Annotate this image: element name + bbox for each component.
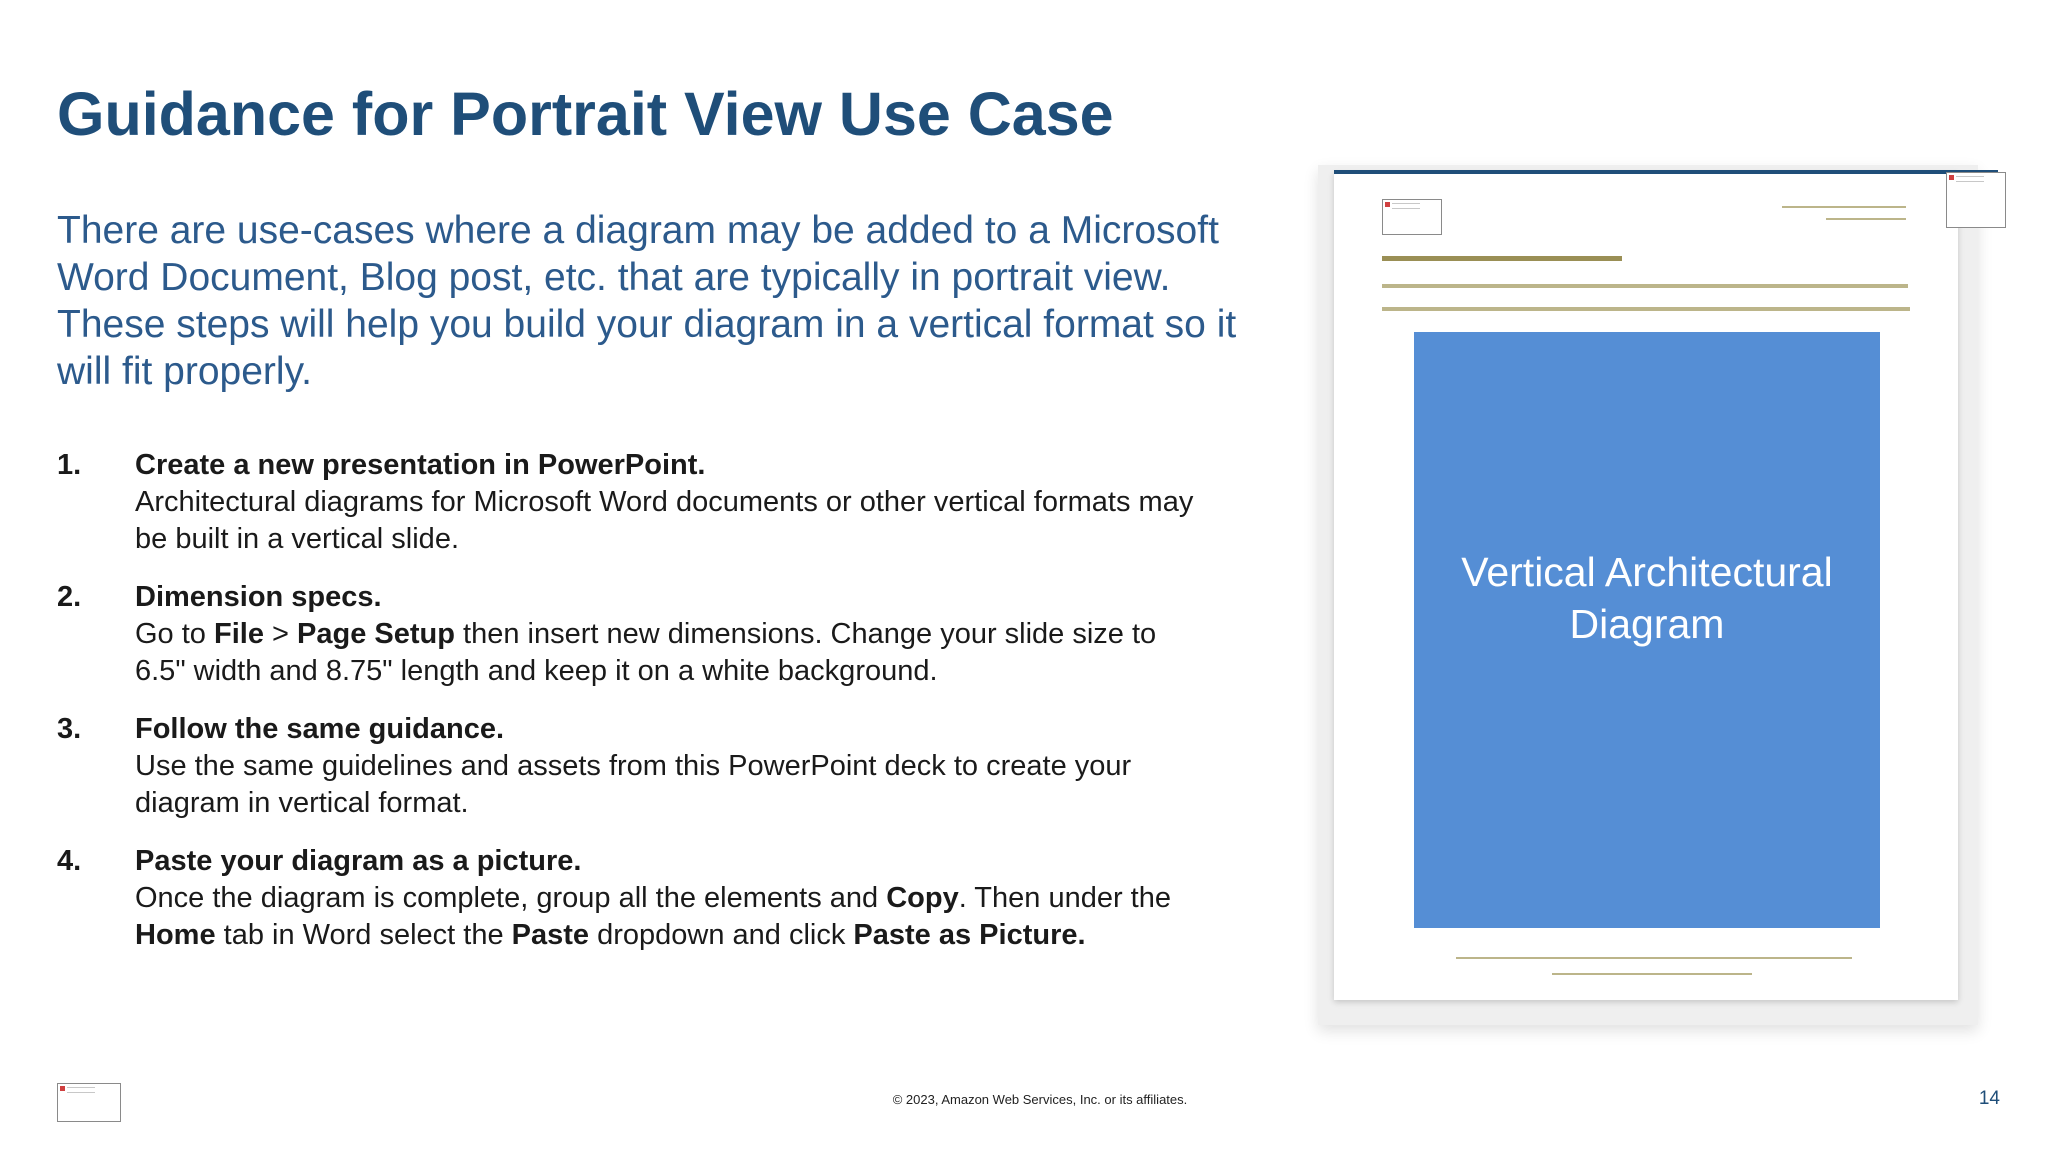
text-line [1382, 284, 1908, 288]
step-title: Dimension specs. [135, 581, 382, 613]
footer-copyright: © 2023, Amazon Web Services, Inc. or its affiliates. [892, 1092, 1188, 1107]
image-placeholder-icon [1382, 199, 1442, 235]
caption-line [1552, 973, 1752, 975]
intro-paragraph: There are use-cases where a diagram may be added to a Microsoft Word Document, Blog post, etc. that are typically in portrait view. These steps will help you build your diagram in a vertical format so it will fit properly. [57, 209, 1237, 393]
text-line [1382, 307, 1910, 311]
step-number: 3. [57, 713, 82, 745]
header-line [1782, 206, 1906, 208]
step-item [57, 711, 1207, 821]
header-line [1826, 218, 1906, 220]
slide-title: Guidance for Portrait View Use Case [57, 80, 1114, 148]
document-top-rule [1334, 170, 1998, 174]
step-body: Go to File > Page Setup then insert new dimensions. Change your slide size to 6.5" width and 8.75" length and keep it on a white background. [135, 618, 1157, 687]
step-number: 2. [57, 581, 82, 613]
step-title: Follow the same guidance. [135, 713, 505, 745]
logo-placeholder-icon [57, 1083, 121, 1122]
page-number: 14 [1978, 1088, 2000, 1109]
step-number: 1. [57, 449, 82, 481]
step-title: Paste your diagram as a picture. [135, 845, 582, 877]
step-item [57, 447, 1207, 557]
step-body: Once the diagram is complete, group all the elements and Copy. Then under the Home tab in Word select the Paste dropdown and click Paste as Picture. [135, 882, 1171, 951]
step-item [57, 579, 1207, 689]
step-number: 4. [57, 845, 82, 877]
heading-line [1382, 256, 1622, 261]
diagram-label: Vertical Architectural Diagram [1461, 548, 1833, 647]
step-body: Architectural diagrams for Microsoft Word documents or other vertical formats may be built in a vertical slide. [135, 486, 1194, 555]
image-placeholder-icon [1946, 172, 2006, 228]
step-title: Create a new presentation in PowerPoint. [135, 449, 706, 481]
step-body: Use the same guidelines and assets from this PowerPoint deck to create your diagram in vertical format. [135, 750, 1132, 819]
caption-line [1456, 957, 1852, 959]
steps-list [57, 447, 1207, 975]
step-item [57, 843, 1207, 953]
diagram-placeholder [1414, 332, 1880, 928]
